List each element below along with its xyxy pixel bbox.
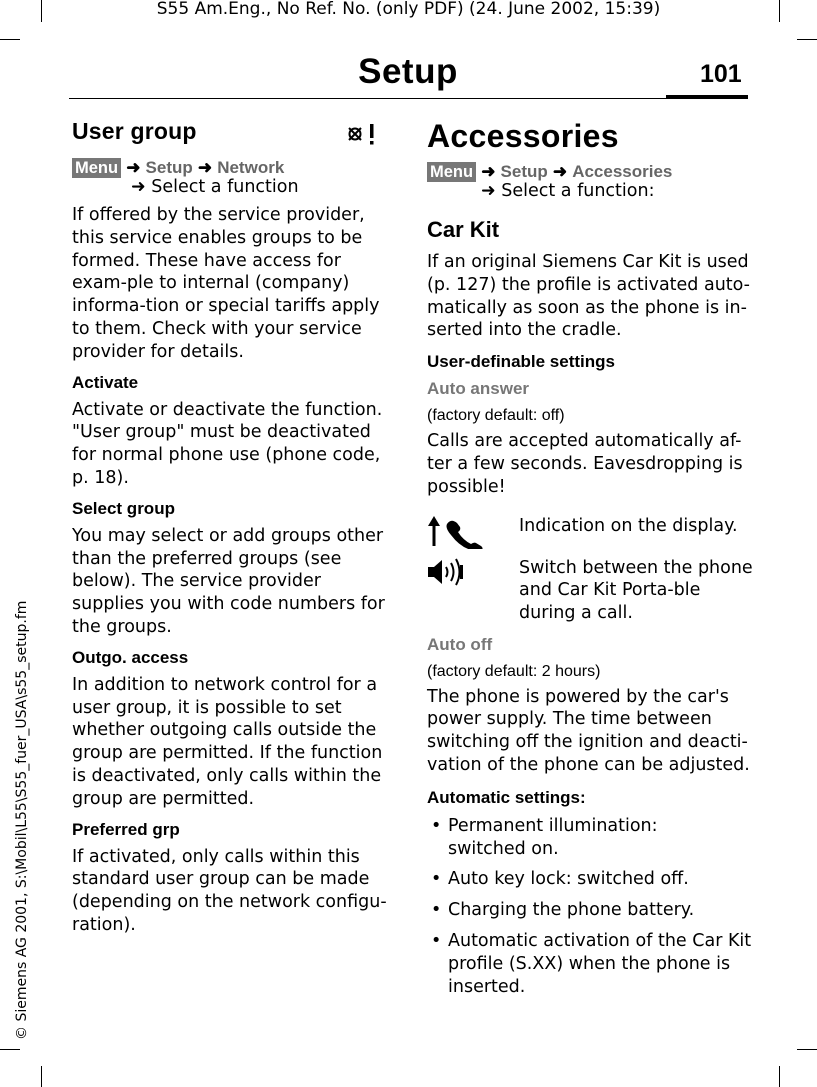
icon-row-text: Indication on the display. (519, 515, 738, 536)
menu-navigation (427, 162, 752, 201)
auto-off-title: Auto off (427, 634, 493, 654)
crop-mark (797, 1049, 817, 1050)
nav-path-network: Network (217, 158, 285, 177)
crop-mark (0, 1049, 20, 1050)
automatic-settings-list (427, 815, 752, 999)
speaker-icon (427, 557, 507, 597)
crop-mark (0, 39, 20, 40)
item-text: You may select or add groups other than the preferred groups (see below). The service provider supplies you with code numbers for the groups. (72, 525, 385, 637)
auto-answer-title: Auto answer (427, 379, 530, 399)
auto-off-default: (factory default: 2 hours) (427, 662, 601, 680)
car-kit-heading: Car Kit (427, 217, 500, 242)
arrow-icon: ➜ (481, 181, 496, 201)
network-dependent-icon (346, 122, 380, 150)
settings-heading: User-definable settings (427, 352, 615, 372)
car-kit-text: If an original Siemens Car Kit is used (p. 127) the profile is activated auto-matically as soon as the phone is in-serted into the cradle. (427, 252, 750, 341)
left-column (72, 118, 397, 937)
page-title: Setup (358, 52, 458, 91)
auto-answer-text: Calls are accepted automatically af-ter a few seconds. Eavesdropping is possible! (427, 431, 743, 497)
item-text: In addition to network control for a user group, it is possible to set whether outgoing calls outside the group are permitted. If the function is deactivated, only calls within the group are permitted. (72, 674, 383, 809)
crop-mark (797, 39, 817, 40)
page-number: 101 (700, 60, 742, 88)
crop-mark (779, 1066, 780, 1087)
page-number-rule (666, 95, 748, 99)
arrow-icon: ➜ (197, 158, 213, 177)
nav-path-setup: Setup (500, 162, 548, 181)
nav-path-accessories: Accessories (572, 162, 673, 181)
icon-row-text: Switch between the phone and Car Kit Porta-ble during a call. (519, 557, 753, 624)
item-title: Select group (72, 498, 175, 518)
nav-path-setup: Setup (145, 158, 193, 177)
menu-key[interactable]: Menu (427, 162, 476, 182)
side-copyright: © Siemens AG 2001, S:\Mobil\L55\S55_fuer_USA\s55_setup.fm (14, 600, 30, 1040)
item-title: Outgo. access (72, 647, 189, 667)
arrow-icon: ➜ (126, 158, 141, 177)
auto-answer-default: (factory default: off) (427, 407, 565, 425)
list-item: • Permanent illumination: switched on. (427, 815, 668, 861)
auto-answer-icon (427, 515, 507, 555)
nav-action: Select a function (151, 177, 299, 197)
automatic-settings-heading: Automatic settings: (427, 787, 586, 807)
icon-row (427, 515, 752, 557)
item-title: Activate (72, 372, 139, 392)
header-rule (69, 98, 747, 99)
list-item: • Auto key lock: switched off. (427, 868, 752, 891)
list-item: • Charging the phone battery. (427, 899, 752, 922)
arrow-icon: ➜ (481, 162, 496, 181)
accessories-heading: Accessories (427, 118, 619, 154)
intro-text: If offered by the service provider, this service enables groups to be formed. These have access for exam-ple to internal (company) informa-tion or special tariffs apply to them. Check with your service provider for details. (72, 205, 380, 362)
item-text: Activate or deactivate the function. "User group" must be deactivated for normal phone use (phone code, p. 18). (72, 399, 383, 488)
arrow-icon: ➜ (552, 162, 568, 181)
icon-row (427, 557, 752, 629)
menu-navigation (72, 158, 397, 197)
item-text: If activated, only calls within this standard user group can be made (depending on the network configu-ration). (72, 846, 387, 935)
menu-key[interactable]: Menu (72, 158, 121, 178)
crop-mark (41, 1066, 42, 1087)
item-title: Preferred grp (72, 819, 180, 839)
running-head: S55 Am.Eng., No Ref. No. (only PDF) (24. June 2002, 15:39) (156, 0, 661, 19)
user-group-heading: User group (72, 118, 197, 144)
right-column (427, 118, 752, 1006)
arrow-icon: ➜ (131, 177, 146, 197)
auto-off-text: The phone is powered by the car's power supply. The time between switching off the ignition and deacti-vation of the phone can be adjusted. (427, 686, 750, 775)
list-item: • Automatic activation of the Car Kit profile (S.XX) when the phone is inserted. (427, 930, 752, 998)
nav-action: Select a function: (501, 181, 655, 201)
